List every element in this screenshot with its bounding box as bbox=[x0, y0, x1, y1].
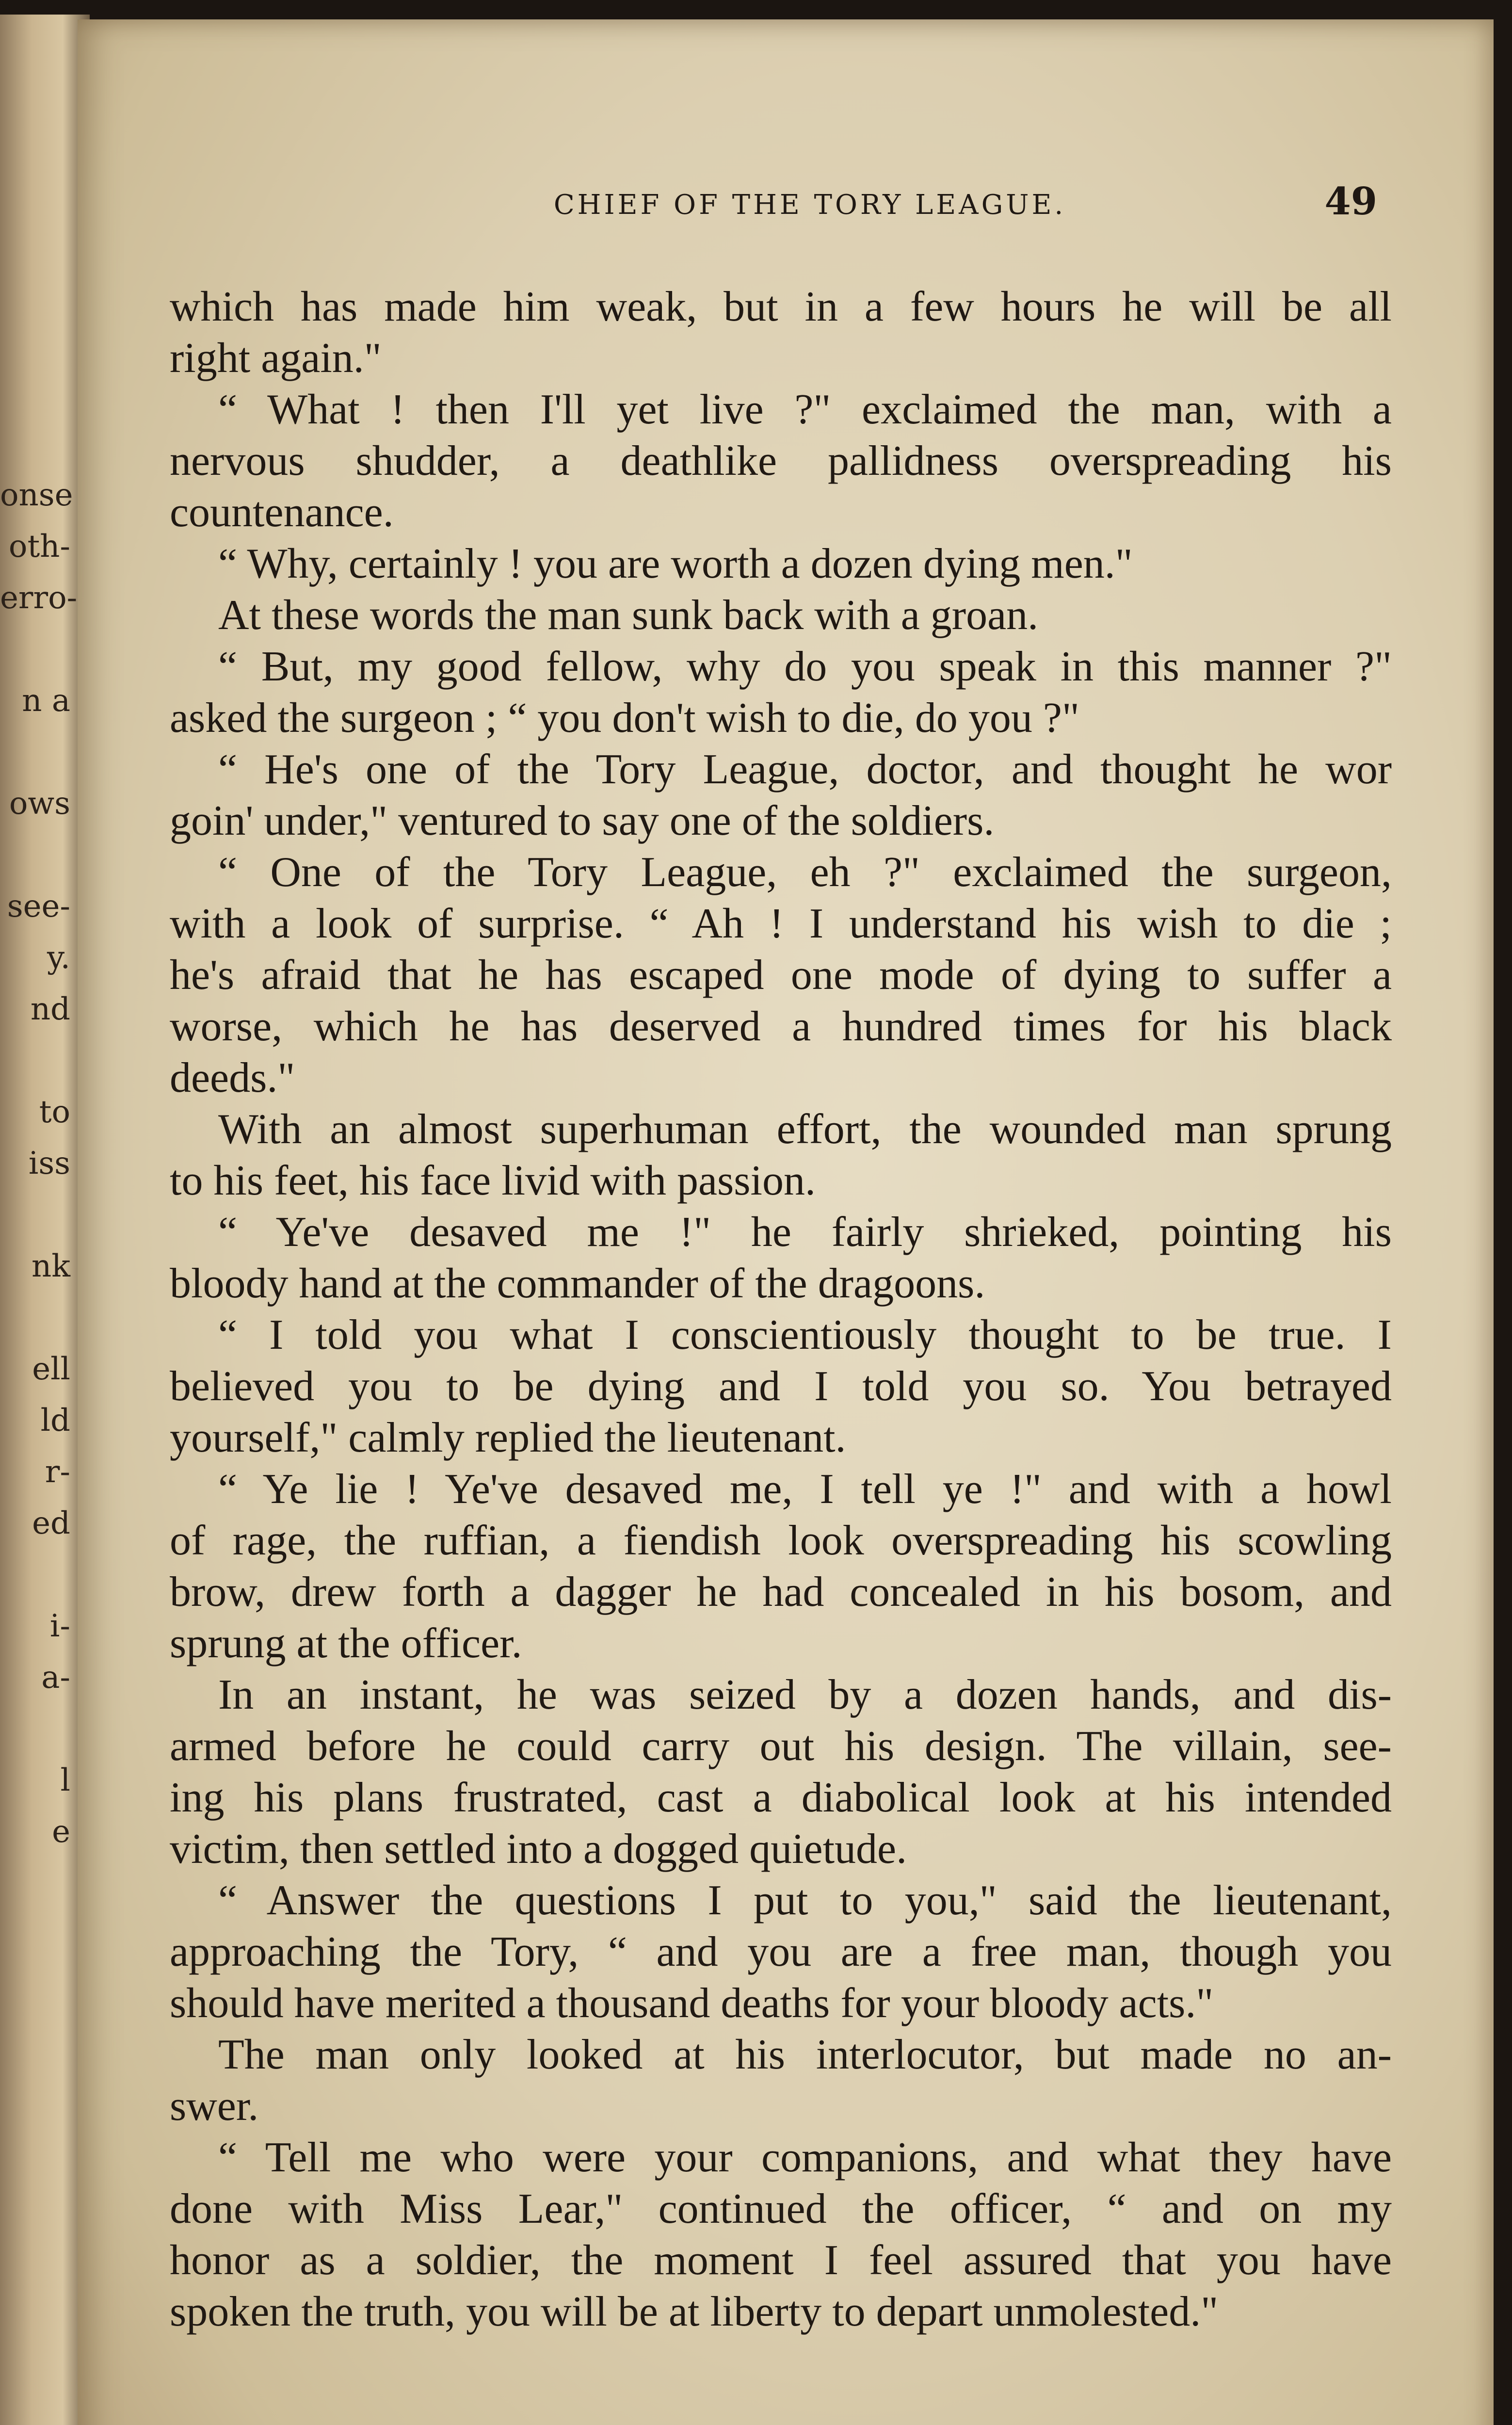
text-line: In an instant, he was seized by a dozen hands, and dis- bbox=[218, 1671, 1392, 1718]
text-line: “ He's one of the Tory League, doctor, and thought he wor bbox=[218, 746, 1392, 793]
text-line: should have merited a thousand deaths for your bloody acts." bbox=[170, 1980, 1214, 2027]
book-page bbox=[78, 19, 1494, 2425]
previous-page-edge bbox=[0, 15, 90, 2425]
previous-page-fragment: e bbox=[52, 1814, 70, 1850]
text-line: “ Ye've desaved me !" he fairly shrieked, pointing his bbox=[218, 1209, 1392, 1256]
text-line: goin' under," ventured to say one of the soldiers. bbox=[170, 797, 995, 844]
text-line: nervous shudder, a deathlike pallidness overspreading his bbox=[170, 437, 1392, 485]
previous-page-fragment: i- bbox=[49, 1608, 70, 1644]
previous-page-fragment: onse bbox=[0, 477, 73, 513]
previous-page-fragment: nk bbox=[32, 1248, 70, 1284]
text-line: With an almost superhuman effort, the wounded man sprung bbox=[218, 1106, 1392, 1153]
text-line: to his feet, his face livid with passion. bbox=[170, 1157, 816, 1204]
text-line: countenance. bbox=[170, 489, 394, 536]
text-line: “ Why, certainly ! you are worth a dozen dying men." bbox=[218, 540, 1133, 587]
text-line: asked the surgeon ; “ you don't wish to die, do you ?" bbox=[170, 695, 1079, 742]
previous-page-fragment: oth- bbox=[8, 529, 70, 565]
text-line: worse, which he has deserved a hundred times for his black bbox=[170, 1003, 1392, 1050]
page-number: 49 bbox=[1324, 179, 1377, 224]
text-line: which has made him weak, but in a few hours he will be all bbox=[170, 283, 1392, 330]
text-line: The man only looked at his interlocutor, but made no an- bbox=[218, 2031, 1392, 2078]
text-line: “ But, my good fellow, why do you speak in this manner ?" bbox=[218, 643, 1392, 690]
previous-page-fragment: nd bbox=[30, 991, 70, 1027]
text-line: spoken the truth, you will be at liberty to depart unmolested." bbox=[170, 2288, 1219, 2335]
text-line: “ I told you what I conscientiously thought to be true. I bbox=[218, 1311, 1392, 1358]
text-line: of rage, the ruffian, a fiendish look overspreading his scowling bbox=[170, 1517, 1392, 1564]
text-line: done with Miss Lear," continued the officer, “ and on my bbox=[170, 2185, 1392, 2232]
previous-page-fragment: erro- bbox=[0, 580, 78, 616]
text-line: with a look of surprise. “ Ah ! I understand his wish to die ; bbox=[170, 900, 1392, 947]
text-line: deeds." bbox=[170, 1054, 295, 1101]
previous-page-fragment: iss bbox=[28, 1146, 70, 1181]
previous-page-fragment: l bbox=[60, 1762, 70, 1798]
text-line: bloody hand at the commander of the dragoons. bbox=[170, 1260, 985, 1307]
text-line: yourself," calmly replied the lieutenant. bbox=[170, 1414, 846, 1461]
text-line: approaching the Tory, “ and you are a free man, though you bbox=[170, 1928, 1392, 1975]
previous-page-fragment: n a bbox=[22, 683, 70, 719]
text-line: right again." bbox=[170, 335, 382, 382]
previous-page-fragment: a- bbox=[41, 1660, 70, 1696]
text-line: “ One of the Tory League, eh ?" exclaimed the surgeon, bbox=[218, 849, 1392, 896]
previous-page-fragment: ows bbox=[9, 786, 70, 822]
text-line: ing his plans frustrated, cast a diabolical look at his intended bbox=[170, 1774, 1392, 1821]
running-head: CHIEF OF THE TORY LEAGUE. bbox=[553, 189, 1066, 221]
text-line: “ Tell me who were your companions, and what they have bbox=[218, 2134, 1392, 2181]
previous-page-fragment: r- bbox=[45, 1454, 70, 1490]
text-line: sprung at the officer. bbox=[170, 1620, 522, 1667]
body-text bbox=[170, 281, 1392, 2338]
page-header bbox=[78, 179, 1494, 233]
text-line: armed before he could carry out his design. The villain, see- bbox=[170, 1723, 1392, 1770]
text-line: brow, drew forth a dagger he had concealed in his bosom, and bbox=[170, 1568, 1392, 1616]
previous-page-fragment: ld bbox=[40, 1403, 70, 1439]
text-line: swer. bbox=[170, 2083, 259, 2130]
previous-page-fragment: ed bbox=[32, 1505, 70, 1541]
text-line: victim, then settled into a dogged quietude. bbox=[170, 1826, 907, 1873]
previous-page-fragment: to bbox=[39, 1094, 70, 1130]
previous-page-fragment: see- bbox=[7, 889, 70, 924]
previous-page-fragment: y. bbox=[47, 940, 70, 976]
text-line: “ Ye lie ! Ye've desaved me, I tell ye !" and with a howl bbox=[218, 1466, 1392, 1513]
text-line: “ Answer the questions I put to you," said the lieutenant, bbox=[218, 1877, 1392, 1924]
text-line: At these words the man sunk back with a groan. bbox=[218, 592, 1039, 639]
text-line: honor as a soldier, the moment I feel assured that you have bbox=[170, 2237, 1392, 2284]
previous-page-fragment: ell bbox=[32, 1351, 70, 1387]
text-line: he's afraid that he has escaped one mode of dying to suffer a bbox=[170, 952, 1392, 999]
text-line: believed you to be dying and I told you so. You betrayed bbox=[170, 1363, 1392, 1410]
text-line: “ What ! then I'll yet live ?" exclaimed the man, with a bbox=[218, 386, 1392, 433]
